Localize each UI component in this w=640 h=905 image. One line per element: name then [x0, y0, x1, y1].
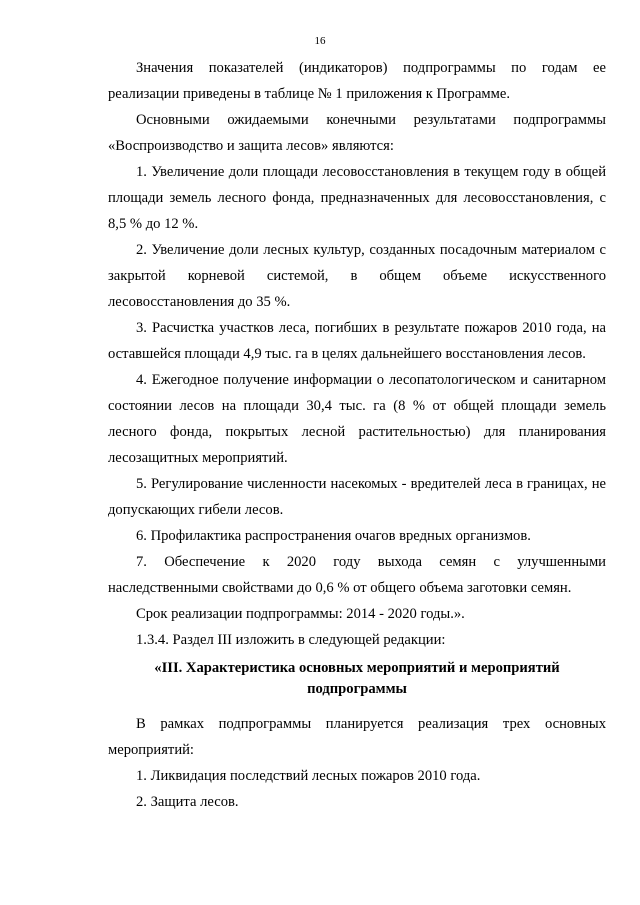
section-heading-line-1: «III. Характеристика основных мероприятий и мероприятий: [154, 660, 560, 676]
activity-item-2: 2. Защита лесов.: [136, 794, 239, 810]
paragraph-main-activities: В рамках подпрограммы планируется реализация трех основных мероприятий:: [108, 716, 606, 758]
result-item-2: 2. Увеличение доли лесных культур, созданных посадочным материалом с закрытой корневой системой, в общем объеме искусственного лесовосстановления до 35 %.: [108, 242, 606, 310]
activity-item-1: 1. Ликвидация последствий лесных пожаров 2010 года.: [136, 768, 481, 784]
result-item-4: 4. Ежегодное получение информации о лесопатологическом и санитарном состоянии лесов на площади 30,4 тыс. га (8 % от общей площади земель лесного фонда, покрытых лесной растительностью) для планирования лесозащитных мероприятий.: [108, 372, 606, 466]
page-number: 16: [314, 35, 326, 47]
paragraph-indicators: Значения показателей (индикаторов) подпрограммы по годам ее реализации приведены в таблице № 1 приложения к Программе.: [108, 60, 606, 102]
paragraph-amendment: 1.3.4. Раздел III изложить в следующей редакции:: [136, 632, 446, 648]
paragraph-term: Срок реализации подпрограммы: 2014 - 2020 годы.».: [136, 606, 465, 622]
result-item-1: 1. Увеличение доли площади лесовосстановления в текущем году в общей площади земель лесного фонда, предназначенных для лесовосстановления, с 8,5 % до 12 %.: [108, 164, 606, 232]
section-heading-line-2: подпрограммы: [307, 681, 407, 697]
paragraph-expected-results: Основными ожидаемыми конечными результатами подпрограммы «Воспроизводство и защита лесов» являются:: [108, 112, 606, 154]
section-heading: [108, 658, 606, 700]
document-body: [108, 55, 606, 815]
result-item-6: 6. Профилактика распространения очагов вредных организмов.: [136, 528, 531, 544]
result-item-7: 7. Обеспечение к 2020 году выхода семян с улучшенными наследственными свойствами до 0,6 % от общего объема заготовки семян.: [108, 554, 606, 596]
result-item-3: 3. Расчистка участков леса, погибших в результате пожаров 2010 года, на оставшейся площади 4,9 тыс. га в целях дальнейшего восстановления лесов.: [108, 320, 606, 362]
result-item-5: 5. Регулирование численности насекомых - вредителей леса в границах, не допускающих гибели лесов.: [108, 476, 606, 518]
